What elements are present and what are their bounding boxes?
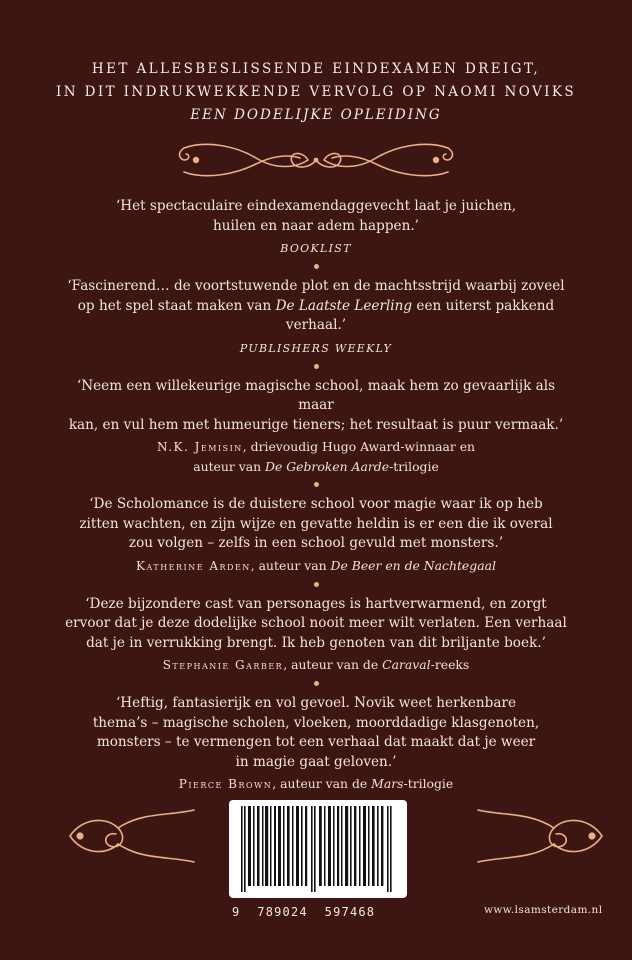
book-title: Mars bbox=[371, 776, 404, 791]
separator-dot bbox=[314, 364, 319, 369]
quote-text: ‘Fascinerend… de voortstuwende plot en de machtsstrijd waarbij zoveel bbox=[67, 278, 565, 294]
book-title: De Gebroken Aarde bbox=[265, 459, 390, 474]
ornament-flourish-top bbox=[176, 138, 456, 182]
quote-text: zitten wachten, en zijn wijze en gevatte heldin is er een die ik overal bbox=[79, 515, 553, 532]
quote-author: Stephanie Garber bbox=[162, 658, 284, 672]
barcode-icon bbox=[239, 806, 397, 892]
quote-text: ‘De Scholomance is de duistere school voor magie waar ik op heb bbox=[89, 496, 543, 512]
publisher-website: www.lsamsterdam.nl bbox=[484, 904, 603, 916]
quote-booklist bbox=[60, 197, 572, 258]
quote-brown bbox=[60, 694, 572, 794]
quote-text: thema’s – magische scholen, vloeken, moorddadige klasgenoten, bbox=[92, 714, 540, 731]
attribution-text: , auteur van de bbox=[272, 776, 372, 791]
quote-source: BOOKLIST bbox=[280, 242, 352, 255]
quote-arden bbox=[60, 495, 572, 576]
attribution-text: -reeks bbox=[430, 657, 470, 672]
quote-text: zou volgen – zelfs in een school gevuld met monsters.’ bbox=[128, 535, 504, 551]
quote-attribution bbox=[60, 556, 572, 576]
quote-text: ‘Deze bijzondere cast van personages is hartverwarmend, en zorgt bbox=[85, 595, 547, 612]
quote-text: monsters – te vermengen tot een verhaal dat maakt dat je weer bbox=[96, 734, 536, 750]
quote-author: Katherine Arden bbox=[136, 558, 251, 573]
book-title: De Beer en de Nachtegaal bbox=[330, 557, 496, 573]
quote-publishers-weekly bbox=[60, 277, 572, 358]
quote-text bbox=[60, 297, 572, 336]
quote-attribution bbox=[60, 437, 572, 476]
quote-attribution bbox=[60, 774, 572, 794]
attribution-text: , auteur van bbox=[250, 557, 331, 573]
quote-text-part: een uiterst pakkend verhaal.’ bbox=[285, 297, 555, 333]
header-line-2: IN DIT INDRUKWEKKENDE VERVOLG OP NAOMI NOVIKS bbox=[55, 84, 577, 100]
quote-text: ‘Heftig, fantasierijk en vol gevoel. Novik weet herkenbare bbox=[115, 695, 516, 711]
quote-source: PUBLISHERS WEEKLY bbox=[239, 341, 393, 355]
quote-attribution bbox=[60, 655, 572, 675]
quote-text: huilen en naar adem happen.’ bbox=[213, 217, 419, 234]
ornament-flourish-right bbox=[470, 806, 610, 866]
quote-text: dat je in verrukking brengt. Ik heb genoten van dit briljante boek.’ bbox=[86, 634, 546, 651]
quote-garber bbox=[60, 595, 572, 676]
quote-attribution bbox=[60, 338, 572, 358]
attribution-text: , auteur van de bbox=[283, 657, 383, 672]
quote-text: ‘Het spectaculaire eindexamendaggevecht laat je juichen, bbox=[115, 198, 517, 214]
header-line-3: EEN DODELIJKE OPLEIDING bbox=[190, 107, 442, 123]
attribution-text: -trilogie bbox=[389, 459, 439, 474]
quote-author: N.K. Jemisin bbox=[156, 440, 243, 454]
ornament-flourish-left bbox=[62, 806, 202, 866]
review-quotes bbox=[60, 197, 572, 794]
separator-dot bbox=[314, 482, 319, 487]
header-blurb bbox=[0, 58, 632, 127]
book-title: De Laatste Leerling bbox=[275, 297, 413, 314]
isbn-barcode bbox=[229, 800, 407, 898]
attribution-text: , drievoudig Hugo Award-winnaar en bbox=[242, 439, 476, 454]
attribution-text: -trilogie bbox=[403, 776, 454, 791]
quote-text-part: op het spel staat maken van bbox=[77, 297, 276, 314]
quote-text: ‘Neem een willekeurige magische school, maak hem zo gevaarlijk als maar bbox=[76, 377, 556, 413]
quote-text: in magie gaat geloven.’ bbox=[235, 753, 397, 770]
isbn-number: 9 789024 597468 bbox=[232, 905, 376, 919]
separator-dot bbox=[314, 681, 319, 686]
header-line-1: HET ALLESBESLISSENDE EINDEXAMEN DREIGT, bbox=[91, 61, 541, 77]
separator-dot bbox=[314, 582, 319, 587]
separator-dot bbox=[314, 264, 319, 269]
book-title: Caraval bbox=[382, 657, 431, 672]
quote-attribution bbox=[60, 238, 572, 258]
quote-jemisin bbox=[60, 377, 572, 477]
quote-text: kan, en vul hem met humeurige tieners; het resultaat is puur vermaak.’ bbox=[68, 416, 564, 433]
quote-text: ervoor dat je deze dodelijke school nooit meer wilt verlaten. Een verhaal bbox=[65, 615, 567, 631]
attribution-text: auteur van bbox=[193, 459, 266, 474]
quote-author: Pierce Brown bbox=[178, 777, 273, 791]
